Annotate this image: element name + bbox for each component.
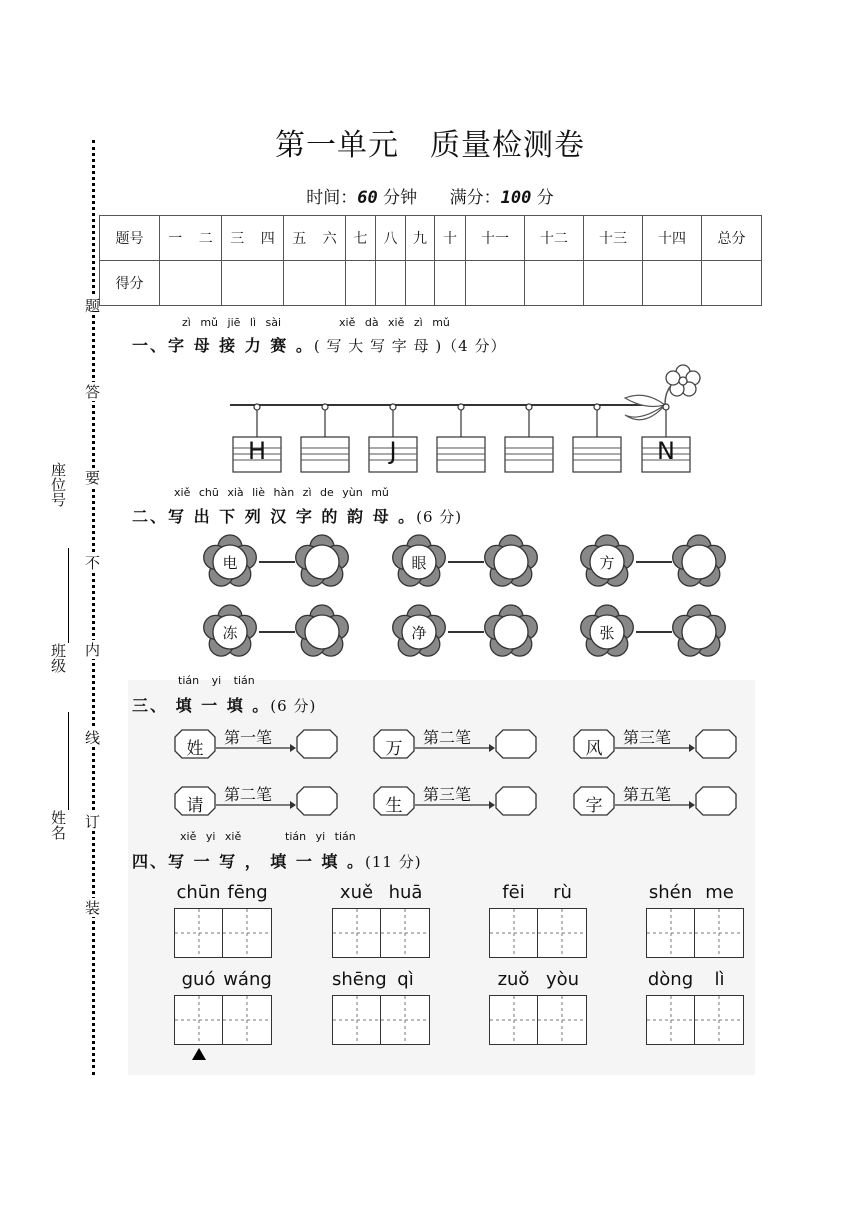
score-label: 满分：	[449, 188, 501, 208]
q3-heading	[132, 693, 316, 716]
pinyin-text: me	[705, 882, 734, 903]
score-header-cell: 十二	[525, 216, 584, 261]
tianzige-cell[interactable]	[694, 908, 744, 958]
stroke-item	[573, 727, 738, 761]
score-header-cell: 十一	[466, 216, 525, 261]
score-header-cell: 八	[376, 216, 406, 261]
writing-word	[332, 969, 430, 1045]
q2-heading	[132, 504, 462, 527]
time-unit: 分钟	[377, 188, 418, 208]
flower-char-icon	[390, 603, 448, 661]
binding-word: 答	[83, 384, 101, 399]
letter-card[interactable]	[436, 402, 486, 474]
stroke-order-label: 第三笔	[423, 785, 472, 804]
tianzige-cell[interactable]	[537, 908, 587, 958]
flower-icon	[660, 364, 706, 398]
score-cell[interactable]	[346, 261, 376, 306]
writing-word	[174, 882, 272, 958]
pinyin-text: shēng	[332, 969, 387, 990]
q1-heading	[132, 333, 506, 356]
vowel-item	[390, 603, 540, 661]
letter-text: N	[657, 437, 675, 465]
tianzige-cell[interactable]	[174, 995, 224, 1045]
score-header-cell: 三	[222, 216, 253, 261]
score-header-cell: 十四	[643, 216, 702, 261]
char-octagon	[573, 729, 615, 759]
answer-flower-icon[interactable]	[482, 603, 540, 661]
score-table	[99, 215, 762, 306]
vowel-item	[201, 533, 351, 591]
score-cell[interactable]	[284, 261, 346, 306]
connector-line	[448, 561, 484, 563]
time-value: 60	[357, 188, 378, 208]
connector-line	[448, 631, 484, 633]
char-octagon	[373, 729, 415, 759]
char-label: 方	[599, 554, 615, 572]
pinyin-text: fēng	[227, 882, 268, 903]
q3-heading-text: 三、 填 一 填 。	[132, 696, 271, 715]
score-cell[interactable]	[525, 261, 584, 306]
answer-octagon[interactable]	[695, 729, 737, 759]
writing-word	[489, 882, 587, 958]
binding-word: 不	[83, 555, 101, 570]
writing-word	[489, 969, 587, 1045]
score-cell[interactable]	[466, 261, 525, 306]
char-label: 电	[222, 554, 238, 572]
binding-word: 装	[83, 900, 101, 915]
letter-card[interactable]	[641, 402, 691, 474]
stroke-char: 请	[186, 796, 204, 816]
score-value: 100	[500, 188, 532, 208]
answer-octagon[interactable]	[296, 729, 338, 759]
tianzige-cell[interactable]	[332, 908, 382, 958]
triangle-marker-icon	[191, 1047, 207, 1061]
stroke-item	[373, 784, 538, 818]
tianzige-cell[interactable]	[332, 995, 382, 1045]
q4-pinyin-hint-2: tián yi tián	[285, 830, 356, 843]
pinyin-text: xuě	[339, 882, 374, 903]
pinyin-text: huā	[388, 882, 423, 903]
score-row-label: 得分	[100, 261, 160, 306]
tianzige-cell[interactable]	[380, 995, 430, 1045]
stroke-char: 生	[385, 796, 403, 816]
vowel-item	[201, 603, 351, 661]
score-cell[interactable]	[584, 261, 643, 306]
tianzige-cell[interactable]	[694, 995, 744, 1045]
q4-heading-text: 四、写 一 写 ， 填 一 填 。	[132, 852, 365, 871]
pinyin-text: wáng	[223, 969, 272, 990]
stroke-order-label: 第二笔	[224, 785, 273, 804]
page-title: 第一单元 质量检测卷	[275, 128, 585, 163]
connector-line	[636, 631, 672, 633]
binding-word: 题	[83, 298, 101, 313]
time-label: 时间：	[306, 188, 358, 208]
score-cell[interactable]	[160, 261, 222, 306]
writing-word	[174, 969, 272, 1045]
flower-char-icon	[390, 533, 448, 591]
flower-char-icon	[201, 533, 259, 591]
char-octagon	[174, 729, 216, 759]
class-label: 班级	[49, 643, 67, 673]
writing-word	[646, 882, 744, 958]
letter-card[interactable]	[572, 402, 622, 474]
answer-octagon[interactable]	[695, 786, 737, 816]
flower-char-icon	[578, 533, 636, 591]
binding-word: 要	[83, 470, 101, 485]
vowel-item	[578, 533, 728, 591]
answer-flower-icon[interactable]	[293, 603, 351, 661]
pinyin-text: fēi	[502, 882, 525, 903]
flower-char-icon	[201, 603, 259, 661]
stroke-char: 风	[585, 739, 603, 759]
tianzige-cell[interactable]	[646, 908, 696, 958]
q1-heading-text: 一、字 母 接 力 赛 。	[132, 336, 314, 355]
letter-text: H	[247, 437, 267, 465]
score-cell[interactable]	[643, 261, 702, 306]
score-cell[interactable]	[406, 261, 435, 306]
tianzige-cell[interactable]	[174, 908, 224, 958]
stroke-item	[174, 727, 339, 761]
letter-card[interactable]	[232, 402, 282, 474]
char-label: 眼	[411, 554, 427, 572]
q2-note: (6 分)	[416, 508, 463, 526]
answer-flower-icon[interactable]	[293, 533, 351, 591]
score-cell[interactable]	[435, 261, 466, 306]
stroke-char: 姓	[186, 739, 204, 759]
pinyin-text: yòu	[545, 969, 580, 990]
stroke-order-label: 第一笔	[224, 728, 273, 747]
char-octagon	[373, 786, 415, 816]
score-header-cell: 题号	[100, 216, 160, 261]
tianzige-cell[interactable]	[222, 995, 272, 1045]
pinyin-text: zuǒ	[497, 969, 530, 990]
stroke-char: 万	[385, 739, 403, 759]
answer-flower-icon[interactable]	[670, 603, 728, 661]
tianzige-cell[interactable]	[489, 908, 539, 958]
score-cell[interactable]	[702, 261, 762, 306]
pinyin-text: qì	[397, 969, 414, 990]
writing-word	[332, 882, 430, 958]
score-cell[interactable]	[376, 261, 406, 306]
pinyin-text: dòng	[647, 969, 694, 990]
score-header-cell: 十三	[584, 216, 643, 261]
connector-line	[259, 561, 295, 563]
vowel-item	[578, 603, 728, 661]
score-unit: 分	[531, 188, 554, 208]
score-header-cell: 一	[160, 216, 191, 261]
tianzige-cell[interactable]	[489, 995, 539, 1045]
q1-note: ( 写 大 写 字 母 )（4 分）	[313, 337, 507, 355]
binding-word: 内	[83, 642, 101, 657]
answer-flower-icon[interactable]	[482, 533, 540, 591]
writing-word	[646, 969, 744, 1045]
char-label: 净	[411, 624, 427, 642]
q4-note: (11 分)	[365, 853, 422, 871]
connector-line	[259, 631, 295, 633]
pinyin-text: guó	[181, 969, 216, 990]
connector-line	[636, 561, 672, 563]
tianzige-cell[interactable]	[646, 995, 696, 1045]
tianzige-cell[interactable]	[222, 908, 272, 958]
char-label: 冻	[222, 624, 238, 642]
q3-pinyin-hint: tián yi tián	[178, 674, 255, 687]
q2-pinyin-hint: xiě chū xià liè hàn zì de yùn mǔ	[174, 486, 389, 499]
tianzige-cell[interactable]	[380, 908, 430, 958]
letter-card[interactable]	[300, 402, 350, 474]
stroke-order-label: 第三笔	[623, 728, 672, 747]
letter-text: J	[389, 437, 397, 465]
binding-word: 线	[83, 730, 101, 745]
score-header-cell: 五	[284, 216, 315, 261]
exam-info	[0, 183, 860, 208]
score-header-cell: 二	[191, 216, 222, 261]
score-header-cell: 七	[346, 216, 376, 261]
binding-word: 订	[83, 814, 101, 829]
binding-dotted-line	[92, 140, 95, 1075]
q2-heading-text: 二、写 出 下 列 汉 字 的 韵 母 。	[132, 507, 417, 526]
stroke-item	[373, 727, 538, 761]
score-header-cell: 十	[435, 216, 466, 261]
pinyin-text: chūn	[176, 882, 221, 903]
pinyin-text: rù	[553, 882, 572, 903]
q1-pinyin-hint-2: xiě dà xiě zì mǔ	[339, 316, 450, 329]
score-header-cell: 四	[253, 216, 284, 261]
stroke-order-label: 第五笔	[623, 785, 672, 804]
score-header-cell: 九	[406, 216, 435, 261]
char-octagon	[573, 786, 615, 816]
letter-card[interactable]	[504, 402, 554, 474]
seat-label: 座位号	[49, 462, 67, 507]
stroke-char: 字	[585, 796, 603, 816]
q4-pinyin-hint: xiě yi xiě	[180, 830, 242, 843]
answer-octagon[interactable]	[296, 786, 338, 816]
char-label: 张	[599, 624, 615, 642]
tianzige-cell[interactable]	[537, 995, 587, 1045]
answer-octagon[interactable]	[495, 729, 537, 759]
stroke-item	[573, 784, 738, 818]
score-header-cell: 六	[315, 216, 346, 261]
pinyin-text: lì	[714, 969, 725, 990]
answer-flower-icon[interactable]	[670, 533, 728, 591]
name-label: 姓名	[49, 810, 67, 840]
class-blank[interactable]	[68, 548, 69, 643]
q4-heading	[132, 849, 422, 872]
name-blank[interactable]	[68, 712, 69, 810]
q3-note: (6 分)	[270, 697, 317, 715]
letter-card[interactable]	[368, 402, 418, 474]
vowel-item	[390, 533, 540, 591]
flower-char-icon	[578, 603, 636, 661]
stroke-order-label: 第二笔	[423, 728, 472, 747]
char-octagon	[174, 786, 216, 816]
pinyin-text: shén	[648, 882, 693, 903]
score-header-cell: 总分	[702, 216, 762, 261]
stroke-item	[174, 784, 339, 818]
score-cell[interactable]	[222, 261, 284, 306]
answer-octagon[interactable]	[495, 786, 537, 816]
q1-pinyin-hint: zì mǔ jiē lì sài	[182, 316, 282, 329]
